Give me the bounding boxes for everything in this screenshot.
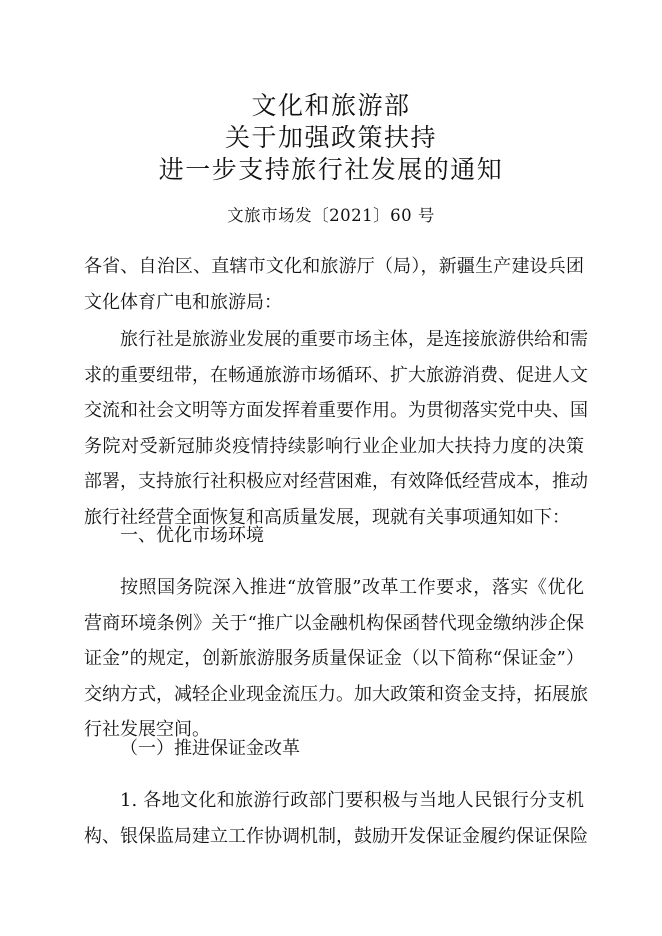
intro-line: 务院对受新冠肺炎疫情持续影响行业企业加大扶持力度的决策 [84, 435, 584, 457]
section-1-line: 营商环境条例》关于“推广以金融机构保函替代现金缴纳涉企保 [84, 612, 584, 634]
section-1-line: 交纳方式，减轻企业现金流压力。加大政策和资金支持，拓展旅 [84, 683, 588, 705]
subsection-1-line: 构、银保监局建立工作协调机制，鼓励开发保证金履约保证保险 [84, 825, 588, 847]
document-number: 文旅市场发〔2021〕60 号 [227, 206, 435, 225]
section-1-paragraph [84, 570, 588, 748]
subsection-1-line: 1. 各地文化和旅游行政部门要积极与当地人民银行分支机 [120, 790, 584, 811]
title-line-3: 进一步支持旅行社发展的通知 [158, 155, 504, 184]
intro-line: 部署，支持旅行社积极应对经营困难，有效降低经营成本，推动 [84, 471, 588, 492]
subsection-1-paragraph [84, 783, 588, 854]
title-line-1: 文化和旅游部 [251, 91, 411, 120]
intro-line: 交流和社会文明等方面发挥着重要作用。为贯彻落实党中央、国 [84, 400, 588, 421]
subsection-1-heading: （一）推进保证金改革 [120, 738, 300, 759]
title-line-2: 关于加强政策扶持 [224, 123, 437, 152]
addressee-line-1: 各省、自治区、直辖市文化和旅游厅（局），新疆生产建设兵团 [84, 256, 584, 277]
addressee-line-2: 文化体育广电和旅游局： [84, 291, 282, 313]
intro-line: 旅行社是旅游业发展的重要市场主体，是连接旅游供给和需 [120, 329, 588, 350]
section-1-line: 证金”的规定，创新旅游服务质量保证金（以下简称“保证金”） [84, 648, 584, 669]
intro-paragraph [84, 322, 588, 535]
intro-line: 旅行社经营全面恢复和高质量发展，现就有关事项通知如下： [84, 506, 570, 528]
section-1-heading: 一、优化市场环境 [120, 525, 264, 546]
addressee [84, 249, 584, 320]
section-1-line: 行社发展空间。 [84, 719, 210, 740]
section-1-line: 按照国务院深入推进“放管服”改革工作要求，落实《优化 [120, 577, 584, 598]
intro-line: 求的重要纽带，在畅通旅游市场循环、扩大旅游消费、促进人文 [84, 364, 588, 386]
